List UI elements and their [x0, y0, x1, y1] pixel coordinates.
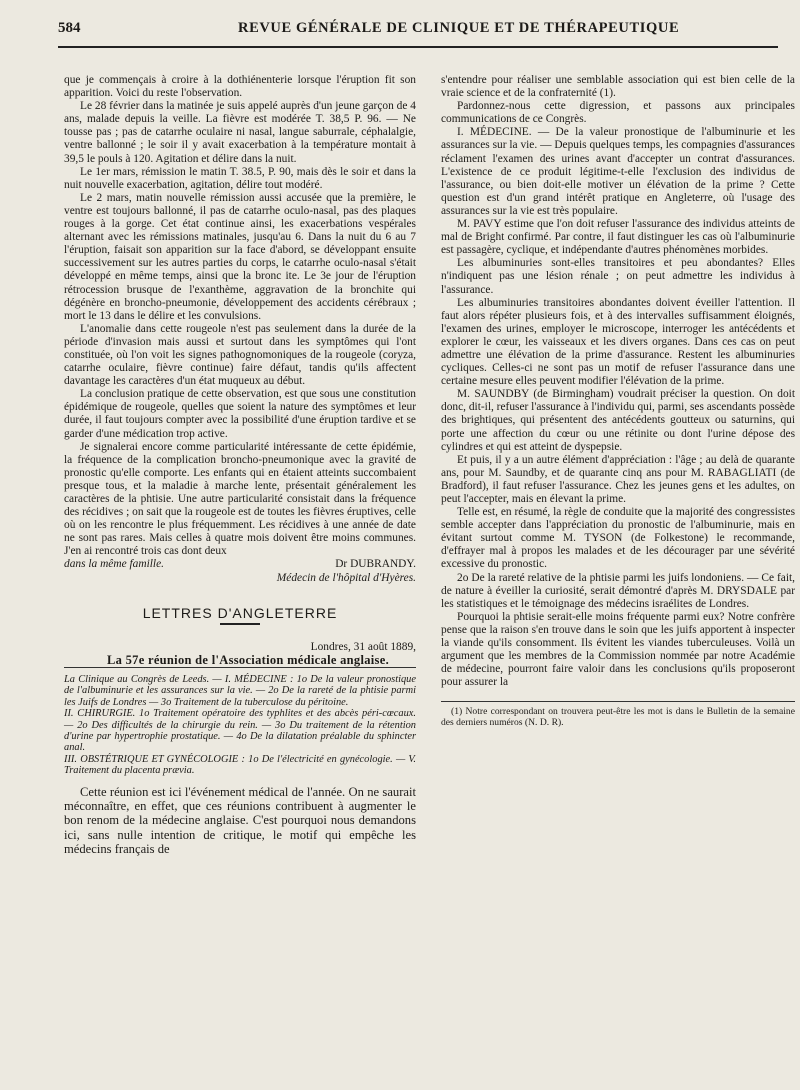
author-name: Dr DUBRANDY.: [335, 558, 416, 571]
footnote-text: (1) Notre correspondant on trouvera peut-être les mot is dans le Bulletin de la semaine des derniers numéros (N. D. R).: [441, 706, 795, 729]
paragraph: Le 1er mars, rémission le matin T. 38.5, P. 90, mais dès le soir et dans la nuit nouvelle exacerbation, agitation, délire tout modéré.: [64, 165, 416, 191]
paragraph: Cette réunion est ici l'événement médical de l'année. On ne saurait méconnaître, en effet, que ces réunions contribuent à augmenter le bon renom de la médecine anglaise. C'est pourquoi nous demandons ici, sans nulle intention de critique, le motif qui empêche les médecins français de: [64, 784, 416, 857]
signature-line: [64, 558, 416, 571]
paragraph: M. PAVY estime que l'on doit refuser l'assurance des individus atteints de mal de Bright confirmé. Par contre, il faut distinguer les cas où l'albuminurie est passagère, cyclique, et indépendante d'autres phénomènes morbides.: [441, 218, 795, 257]
paragraph: s'entendre pour réaliser une semblable association qui est bien celle de la vraie science et de la confraternité (1).: [441, 74, 795, 100]
paragraph: Et puis, il y a un autre élément d'appréciation : l'âge ; au delà de quarante ans, pour M. Saundby, et de quarante cinq ans pour M. RABAGLIATI (de Bradford), il faut refuser l'assurance. Chez les jeunes gens et les adultes, on peut l'accepter, mais en élevant la prime.: [441, 453, 795, 505]
paragraph: Les albuminuries sont-elles transitoires et peu abondantes? Elles n'indiquent pas une lésion rénale ; on peut admettre les individus à l'assurance.: [441, 257, 795, 296]
article-subheading: La 57e réunion de l'Association médicale anglaise.: [106, 652, 389, 667]
section-title: LETTRES D'ANGLETERRE: [142, 604, 338, 621]
signature-note: dans la même famille.: [64, 558, 164, 571]
paragraph: Les albuminuries transitoires abondantes doivent éveiller l'attention. Il faut alors répéter plusieurs fois, et à des intervalles suffisamment éloignés, l'examen des urines, employer le microscope, interroger les antécédents et explorer le cœur, les vaisseaux et les divers organes. Dans ces cas on peut admettre une élévation de la prime d'assurance. Restent les albuminuries cycliques. Celles-ci ne sont pas un motif de refuser l'assurance dans une certaine mesure elles peuvent modifier l'élévation de la prime.: [441, 296, 795, 388]
summary-line: III. OBSTÉTRIQUE ET GYNÉCOLOGIE : 1o De l'électricité en gynécologie. — V. Traitement du placenta prævia.: [64, 753, 416, 777]
footnote: [441, 701, 795, 728]
paragraph: Pardonnez-nous cette digression, et passons aux principales communications de ce Congrès.: [441, 100, 795, 126]
paragraph: que je commençais à croire à la dothiénenterie lorsque l'éruption fit son apparition. Voici du reste l'observation.: [64, 74, 416, 100]
left-column: [64, 74, 416, 857]
summary-line: La Clinique au Congrès de Leeds. — I. MÉDECINE : 1o De la valeur pronostique de l'albuminurie et les assurances sur la vie. — 2o De la rareté de la phtisie parmi les Juifs de Londres — 3o Traitement de la tuberculose du péritoine.: [64, 673, 416, 708]
running-header: [58, 20, 778, 48]
paragraph: Le 28 février dans la matinée je suis appelé auprès d'un jeune garçon de 4 ans, malade depuis la veille. La fièvre est modérée T. 38,5 P. 96. — Ne tousse pas ; pas de catarrhe oculaire ni nasal, langue saburrale, céphalalgie, ventre ballonné ; le soir il y avait exacerbation à la température montait à 39,5 le pouls à 120. Agitation et délire dans la nuit.: [64, 100, 416, 165]
summary-line: II. CHIRURGIE. 1o Traitement opératoire des typhlites et des abcès péri-cœcaux. — 2o Des difficultés de la chirurgie du rein. — 3o Du traitement de la rétention d'urine par hypertrophie prostatique. — 4o De la dilatation préalable du sphincter anal.: [64, 708, 416, 754]
paragraph: M. SAUNDBY (de Birmingham) voudrait préciser la question. On doit donc, dit-il, refuser l'assurance à l'individu qui, parmi, ses ascendants possède des brightiques, qui présentent des antécédents goutteux ou saturnins, qui porte une affection du cœur ou une rétinite ou dont l'urine dépose des cylindres et qui est atteint de dyspepsie.: [441, 388, 795, 453]
paragraph: Je signalerai encore comme particularité intéressante de cette épidémie, la fréquence de la complication broncho-pneumonique avec la gravité de pronostic qu'elle comporte. Les enfants qui en étaient atteints succombaient presque tous, et la maladie à marche lente, présentait généralement les caractères de la phtisie. Une autre particularité consistait dans la fréquence des récidives ; on sait que la rougeole est de toutes les fièvres éruptives, celle où on les rencontre le plus fréquemment. Les récidives à une année de date ne sont pas rares. Mais celles à quatre mois doivent être moins communes. J'en ai rencontré trois cas dont deux: [64, 440, 416, 558]
dateline: Londres, 31 août 1889,: [310, 640, 416, 653]
paragraph: L'anomalie dans cette rougeole n'est pas seulement dans la durée de la période d'invasion mais aussi et surtout dans les symptômes qui l'ont constituée, où l'on voit les signes pathognomoniques de la rougeole (coryza, catarrhe oculaire, fièvre continue) faire défaut, tandis qu'ils affectent davantage les caractères d'un état muqueux au début.: [64, 322, 416, 388]
paragraph: Le 2 mars, matin nouvelle rémission aussi accusée que la première, le ventre est toujours ballonné, il pas de catarrhe oculo-nasal, pas des plaques rouges à la gorge. Cet état continue ainsi, les exacerbations vespérales alternant avec les rémissions matinales, jusqu'au 6. Dans la nuit du 6 au 7 l'éruption, faisait son apparition sur la face d'abord, se développant ensuite successivement sur les autres parties du corps, le catarrhe oculo-nasal s'était développé en même temps, ainsi que la bronc ite. Le 3e jour de l'éruption rétrocession brusque de l'exanthème, aggravation de la bronchite qui dégénère en broncho-pneumonie, développement des accidents cérébraux ; mort le 13 dans le délire et les convulsions.: [64, 191, 416, 322]
summary-block: [64, 667, 416, 777]
paragraph: Telle est, en résumé, la règle de conduite que la majorité des congressistes semble accepter dans l'appréciation du pronostic de l'albuminurie, mais en évitant surtout comme M. TYSON (de Folkestone) le recommande, d'effrayer mal à propos les malades et de les décourager par une sévérité excessive du pronostic.: [441, 506, 795, 571]
paragraph: 2o De la rareté relative de la phtisie parmi les juifs londoniens. — Ce fait, de nature à éveiller la curiosité, serait démontré d'après M. DRYSDALE par les statistiques et le témoignage des médecins israélites de Londres.: [441, 571, 795, 610]
paragraph: Pourquoi la phtisie serait-elle moins fréquente parmi eux? Notre confrère pense que la raison s'en trouve dans le soin que les juifs apportent à inspecter la viande qu'ils consomment. Ils évitent les viandes tuberculeuses. Voilà un argument que les membres de la Commission nommée par notre Académie de médecine, pourront faire valoir dans les conclusions qu'ils proposeront pour assurer la: [441, 610, 795, 689]
paragraph: I. MÉDECINE. — De la valeur pronostique de l'albuminurie et les assurances sur la vie. — Depuis quelques temps, les compagnies d'assurances réclament l'examen des urines avant d'accepter un contrat d'assurances. L'existence de ce produit légitime-t-elle l'exclusion des individus de l'assurance, ou bien doit-elle motiver un élévation de la prime ? Cette question est d'un grand intérêt pratique en Angleterre, où l'usage des assurances sur la vie est très populaire.: [441, 126, 795, 217]
ornament-rule: [220, 623, 260, 631]
paragraph: La conclusion pratique de cette observation, est que sous une constitution épidémique de rougeole, quelles que soient la nature des symptômes et leur durée, il faut toujours compter avec la possibilité d'une éruption tardive et se garder d'une médication trop active.: [64, 388, 416, 440]
page-number: 584: [58, 20, 81, 36]
right-column: [441, 74, 795, 728]
journal-title: REVUE GÉNÉRALE DE CLINIQUE ET DE THÉRAPEUTIQUE: [238, 20, 680, 36]
author-affiliation: Médecin de l'hôpital d'Hyères.: [276, 571, 416, 584]
